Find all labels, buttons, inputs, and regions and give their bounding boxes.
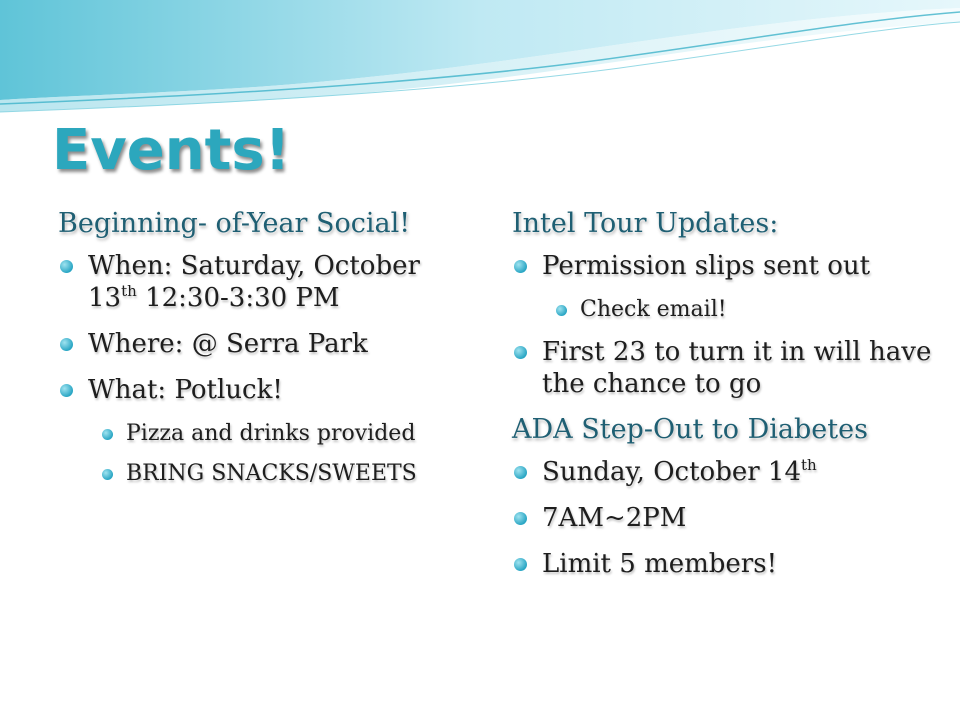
bullet-icon	[514, 558, 527, 571]
bullet-icon	[514, 466, 527, 479]
first23-text: First 23 to turn it in will have the chance to go	[542, 337, 932, 399]
sub-item-snacks	[58, 460, 488, 488]
decorative-wave	[0, 0, 960, 120]
when-day-suffix: th	[121, 282, 137, 300]
ada-heading: ADA Step-Out to Diabetes	[512, 414, 868, 445]
list-item-when	[58, 250, 488, 314]
bullet-icon	[60, 260, 73, 273]
when-day: 13	[88, 283, 122, 313]
time-text: 7AM~2PM	[542, 503, 687, 533]
pizza-text: Pizza and drinks provided	[126, 421, 416, 446]
limit-text: Limit 5 members!	[542, 549, 778, 579]
sub-bullet-icon	[102, 429, 113, 440]
sunday-suffix: th	[801, 456, 817, 474]
where-text: Where: @ Serra Park	[88, 329, 368, 359]
permission-text: Permission slips sent out	[542, 251, 871, 281]
right-column	[512, 208, 952, 594]
sunday-text: Sunday, October 14	[542, 457, 801, 487]
list-item-what	[58, 374, 488, 406]
bullet-icon	[60, 338, 73, 351]
when-label: When: Saturday, October	[88, 251, 420, 281]
snacks-text: BRING SNACKS/SWEETS	[126, 461, 417, 486]
sub-bullet-icon	[102, 469, 113, 480]
sub-item-pizza	[58, 420, 488, 448]
list-item-where	[58, 328, 488, 360]
list-item-sunday	[512, 456, 952, 488]
bullet-icon	[60, 384, 73, 397]
intel-heading: Intel Tour Updates:	[512, 208, 779, 239]
when-time: 12:30-3:30 PM	[145, 283, 340, 313]
slide-title: Events!	[52, 118, 291, 183]
list-item-permission	[512, 250, 952, 282]
bullet-icon	[514, 512, 527, 525]
sub-item-check-email	[512, 296, 952, 324]
sub-bullet-icon	[556, 305, 567, 316]
list-item-first23	[512, 336, 952, 400]
social-heading: Beginning- of-Year Social!	[58, 208, 411, 239]
bullet-icon	[514, 260, 527, 273]
list-item-time	[512, 502, 952, 534]
check-email-text: Check email!	[580, 297, 727, 322]
left-column	[58, 208, 488, 500]
bullet-icon	[514, 346, 527, 359]
what-text: What: Potluck!	[88, 375, 283, 405]
list-item-limit	[512, 548, 952, 580]
